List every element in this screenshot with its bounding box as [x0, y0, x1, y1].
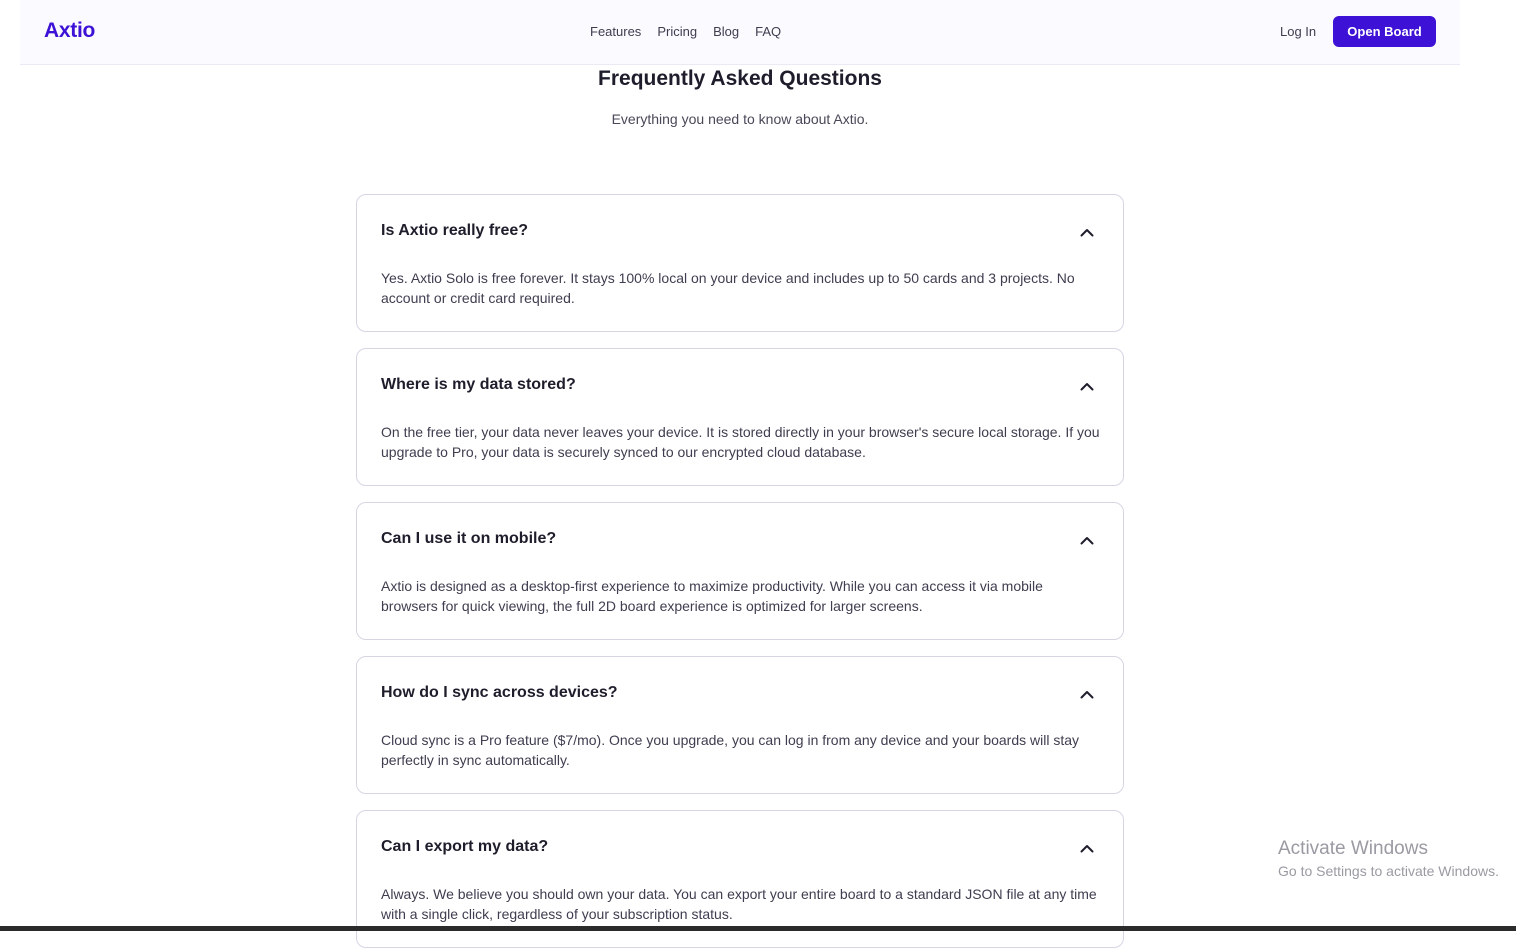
site-header	[20, 0, 1460, 65]
faq-item[interactable]	[356, 194, 1124, 332]
logo[interactable]: Axtio	[44, 19, 96, 42]
activate-windows-title: Activate Windows	[1278, 838, 1428, 859]
faq-question[interactable]: Is Axtio really free?	[381, 222, 529, 239]
faq-question[interactable]: Where is my data stored?	[381, 376, 576, 393]
open-board-button[interactable]: Open Board	[1333, 16, 1436, 47]
chevron-up-icon[interactable]	[1073, 530, 1101, 550]
faq-title: Frequently Asked Questions	[598, 67, 882, 90]
faq-question[interactable]: Can I use it on mobile?	[381, 530, 557, 547]
chevron-up-icon[interactable]	[1073, 376, 1101, 396]
nav-link-pricing[interactable]: Pricing	[657, 24, 698, 39]
main-nav	[590, 24, 781, 39]
nav-link-faq[interactable]: FAQ	[755, 24, 782, 39]
chevron-up-icon[interactable]	[1073, 838, 1101, 858]
faq-answer: Yes. Axtio Solo is free forever. It stays 100% local on your device and includes up to 50 cards and 3 projects. No account or credit card required.	[381, 270, 1075, 306]
nav-link-blog[interactable]: Blog	[713, 24, 740, 39]
faq-question[interactable]: Can I export my data?	[381, 838, 549, 855]
faq-subtitle: Everything you need to know about Axtio.	[611, 111, 869, 127]
faq-question[interactable]: How do I sync across devices?	[381, 684, 618, 701]
faq-item[interactable]	[356, 502, 1124, 640]
faq-item[interactable]	[356, 348, 1124, 486]
nav-link-features[interactable]: Features	[590, 24, 642, 39]
chevron-up-icon[interactable]	[1073, 222, 1101, 242]
faq-answer: Always. We believe you should own your data. You can export your entire board to a standard JSON file at any time with a single click, regardless of your subscription status.	[381, 886, 1097, 922]
chevron-up-icon[interactable]	[1073, 684, 1101, 704]
faq-answer: Cloud sync is a Pro feature ($7/mo). Once you upgrade, you can log in from any device and your boards will stay perfectly in sync automatically.	[381, 732, 1080, 768]
taskbar-edge	[0, 926, 1516, 931]
activate-windows-subtitle: Go to Settings to activate Windows.	[1278, 863, 1499, 879]
faq-answer: On the free tier, your data never leaves your device. It is stored directly in your browser's secure local storage. If you upgrade to Pro, your data is securely synced to our encrypted cloud database.	[381, 424, 1100, 460]
login-link[interactable]: Log In	[1280, 24, 1317, 39]
faq-answer: Axtio is designed as a desktop-first experience to maximize productivity. While you can access it via mobile browsers for quick viewing, the full 2D board experience is optimized for larger screens.	[381, 578, 1043, 614]
faq-item[interactable]	[356, 656, 1124, 794]
